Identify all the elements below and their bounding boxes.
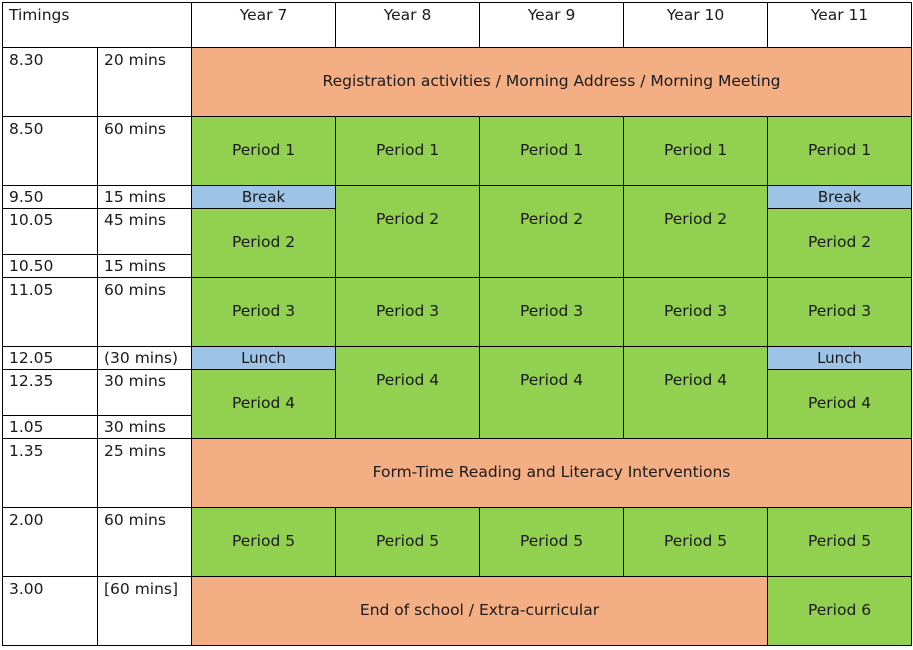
year-9-period-1: Period 1 bbox=[480, 117, 624, 186]
time-cell: 10.05 bbox=[3, 209, 98, 255]
year-11-period-1: Period 1 bbox=[768, 117, 912, 186]
time-cell: 2.00 bbox=[3, 508, 98, 577]
year-8-period-2: Period 2 bbox=[336, 186, 480, 278]
year-8-period-4: Period 4 bbox=[336, 347, 480, 439]
time-cell: 8.30 bbox=[3, 48, 98, 117]
year-8-header: Year 8 bbox=[336, 3, 480, 48]
time-cell: 12.05 bbox=[3, 347, 98, 370]
year-10-period-5: Period 5 bbox=[624, 508, 768, 577]
year-10-period-4: Period 4 bbox=[624, 347, 768, 439]
duration-cell: [60 mins] bbox=[98, 577, 192, 646]
time-cell: 9.50 bbox=[3, 186, 98, 209]
year-7-header: Year 7 bbox=[192, 3, 336, 48]
year-11-period-6: Period 6 bbox=[768, 577, 912, 646]
year-7-period-1: Period 1 bbox=[192, 117, 336, 186]
end-of-school-block: End of school / Extra-curricular bbox=[192, 577, 768, 646]
year-10-period-1: Period 1 bbox=[624, 117, 768, 186]
table-row bbox=[3, 117, 912, 186]
year-9-period-5: Period 5 bbox=[480, 508, 624, 577]
year-11-period-4: Period 4 bbox=[768, 370, 912, 439]
table-row bbox=[3, 186, 912, 209]
year-10-period-3: Period 3 bbox=[624, 278, 768, 347]
year-9-period-4: Period 4 bbox=[480, 347, 624, 439]
year-8-period-1: Period 1 bbox=[336, 117, 480, 186]
year-7-break: Break bbox=[192, 186, 336, 209]
duration-cell: (30 mins) bbox=[98, 347, 192, 370]
form-time-block: Form-Time Reading and Literacy Interventions bbox=[192, 439, 912, 508]
table-row bbox=[3, 508, 912, 577]
duration-cell: 60 mins bbox=[98, 508, 192, 577]
duration-cell: 30 mins bbox=[98, 416, 192, 439]
year-7-period-5: Period 5 bbox=[192, 508, 336, 577]
time-cell: 12.35 bbox=[3, 370, 98, 416]
time-cell: 11.05 bbox=[3, 278, 98, 347]
timings-header: Timings bbox=[3, 3, 192, 48]
year-11-lunch: Lunch bbox=[768, 347, 912, 370]
year-9-header: Year 9 bbox=[480, 3, 624, 48]
duration-cell: 45 mins bbox=[98, 209, 192, 255]
year-8-period-3: Period 3 bbox=[336, 278, 480, 347]
time-cell: 8.50 bbox=[3, 117, 98, 186]
year-7-period-2: Period 2 bbox=[192, 209, 336, 278]
table-row bbox=[3, 278, 912, 347]
time-cell: 10.50 bbox=[3, 255, 98, 278]
duration-cell: 60 mins bbox=[98, 278, 192, 347]
table-row bbox=[3, 439, 912, 508]
registration-block: Registration activities / Morning Address / Morning Meeting bbox=[192, 48, 912, 117]
duration-cell: 20 mins bbox=[98, 48, 192, 117]
year-9-period-3: Period 3 bbox=[480, 278, 624, 347]
time-cell: 3.00 bbox=[3, 577, 98, 646]
table-row bbox=[3, 347, 912, 370]
time-cell: 1.35 bbox=[3, 439, 98, 508]
year-8-period-5: Period 5 bbox=[336, 508, 480, 577]
timetable bbox=[2, 2, 912, 646]
table-row bbox=[3, 577, 912, 646]
duration-cell: 60 mins bbox=[98, 117, 192, 186]
duration-cell: 25 mins bbox=[98, 439, 192, 508]
year-11-header: Year 11 bbox=[768, 3, 912, 48]
duration-cell: 15 mins bbox=[98, 255, 192, 278]
year-7-period-3: Period 3 bbox=[192, 278, 336, 347]
year-11-period-5: Period 5 bbox=[768, 508, 912, 577]
year-7-lunch: Lunch bbox=[192, 347, 336, 370]
year-10-header: Year 10 bbox=[624, 3, 768, 48]
year-11-period-3: Period 3 bbox=[768, 278, 912, 347]
year-9-period-2: Period 2 bbox=[480, 186, 624, 278]
year-7-period-4: Period 4 bbox=[192, 370, 336, 439]
header-row bbox=[3, 3, 912, 48]
time-cell: 1.05 bbox=[3, 416, 98, 439]
duration-cell: 15 mins bbox=[98, 186, 192, 209]
year-10-period-2: Period 2 bbox=[624, 186, 768, 278]
year-11-break: Break bbox=[768, 186, 912, 209]
duration-cell: 30 mins bbox=[98, 370, 192, 416]
year-11-period-2: Period 2 bbox=[768, 209, 912, 278]
table-row bbox=[3, 48, 912, 117]
